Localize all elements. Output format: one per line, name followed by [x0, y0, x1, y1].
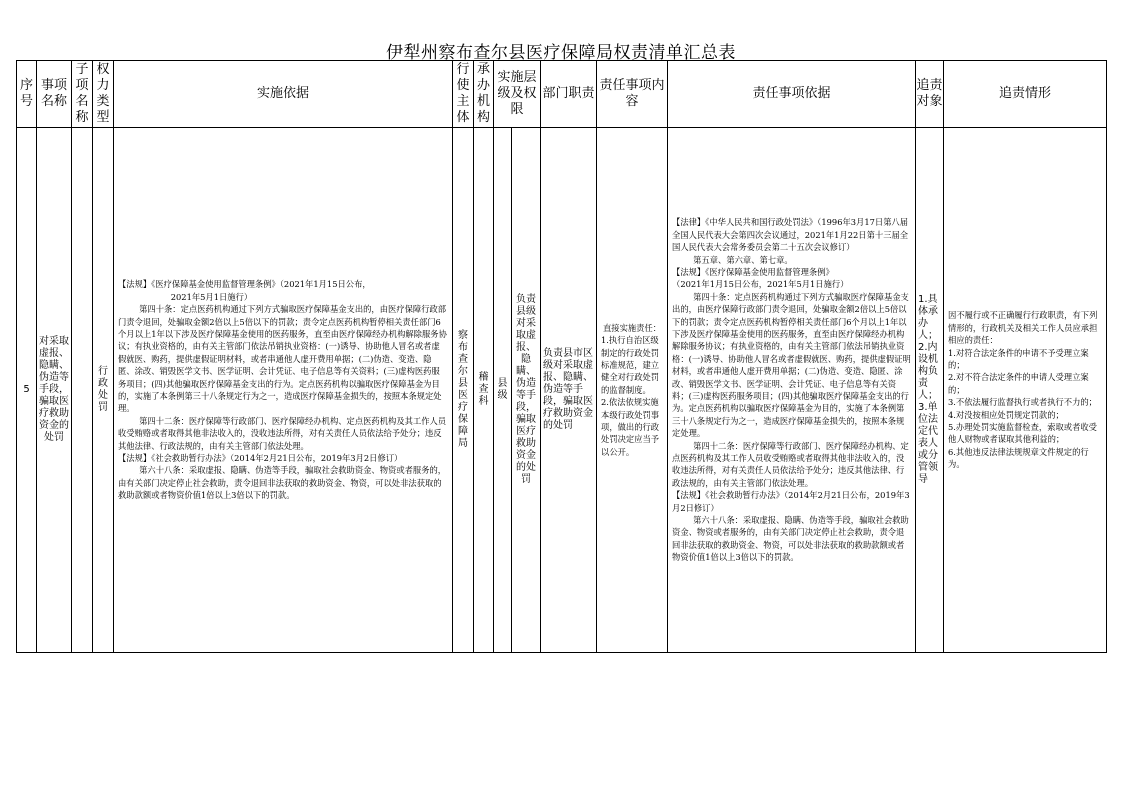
cell-resp-content: [597, 128, 668, 653]
cell-account-situation: [944, 128, 1107, 653]
situation-line: 3.不依法履行监督执行或者执行不力的；: [948, 397, 1097, 408]
header-power-type: 权力类型: [93, 61, 114, 128]
resp-content-line: 直接实施责任：: [602, 322, 662, 333]
table-row: [17, 128, 1107, 653]
header-subject: 行使主体: [453, 61, 474, 128]
resp-basis-line: 第六十八条：采取虚报、隐瞒、伪造等手段，骗取社会救助资金、物资或者服务的，由有关部门决定停止社会救助，责令退回非法获取的救助资金、物资，可以处非法获取的救助款额或者物资价值1倍以上3倍以下的罚款。: [672, 515, 909, 563]
resp-basis-line: 【法规】《社会救助暂行办法》（2014年2月21日公布，2019年3月2日修订）: [672, 490, 910, 513]
header-account-target: 追责对象: [916, 61, 944, 128]
cell-level-detail: 负责县级对采取虚报、隐瞒、伪造等手段，骗取医疗救助资金的处罚: [512, 128, 541, 653]
basis-line: 【法规】《社会救助暂行办法》（2014年2月21日公布，2019年3月2日修订）: [118, 453, 403, 464]
cell-resp-basis: [668, 128, 916, 653]
resp-basis-line: （2021年1月15日公布，2021年5月1日施行）: [672, 279, 849, 290]
resp-basis-line: 【法律】《中华人民共和国行政处罚法》（1996年3月17日第八届全国人民代表大会第四次会议通过，2021年1月22日第十三届全国人民代表大会常务委员会第二十五次会议修订）: [672, 217, 909, 253]
cell-sub-item-name: [72, 128, 93, 653]
header-item-name: 事项名称: [37, 61, 72, 128]
cell-undertaker: 稽查科: [474, 128, 494, 653]
header-account-situation: 追责情形: [944, 61, 1107, 128]
resp-basis-line: 第五章、第六章、第七章。: [672, 254, 793, 265]
situation-line: 5.办理处罚实施监督检查，索取或者收受他人财物或者谋取其他利益的；: [948, 422, 1097, 445]
cell-basis: [114, 128, 453, 653]
cell-dept-duty: 负责县市区级对采取虚报、隐瞒、伪造等手段，骗取医疗救助资金的处罚: [541, 128, 597, 653]
header-row: [17, 61, 1107, 128]
cell-power-type: 行政处罚: [93, 128, 114, 653]
header-sub-item-name: 子项名称: [72, 61, 93, 128]
situation-line: 1.对符合法定条件的申请不予受理立案的；: [948, 347, 1089, 370]
cell-item-name: 对采取虚报、隐瞒、伪造等手段，骗取医疗救助资金的处罚: [37, 128, 72, 653]
situation-line: 6.其他违反法律法规规章文件规定的行为。: [948, 446, 1089, 470]
header-level: 实施层级及权限: [494, 61, 541, 128]
header-dept-duty: 部门职责: [541, 61, 597, 128]
resp-basis-line: 【法规】《医疗保障基金使用监督管理条例》: [672, 266, 834, 277]
resp-content-line: 1.执行自治区级制定的行政处罚标准规范，建立健全对行政处罚的监督制度。: [601, 335, 660, 395]
cell-subject: 察布查尔县医疗保障局: [453, 128, 474, 653]
page-title: 伊犁州察布查尔县医疗保障局权责清单汇总表: [386, 43, 736, 63]
basis-line: 第六十八条：采取虚报、隐瞒、伪造等手段，骗取社会救助资金、物资或者服务的，由有关部门决定停止社会救助，责令退回非法获取的救助资金、物资，可以处非法获取的救助款额或者物资价值1倍以上3倍以下的罚款。: [118, 465, 447, 501]
resp-basis-line: 第四十条：定点医药机构通过下列方式骗取医疗保障基金支出的，由医疗保障行政部门责令退回，处骗取金额2倍以上5倍以下的罚款；责令定点医药机构暂停相关责任部门6个月以上1年以下涉及医疗保障基金使用的医药服务，直至由医疗保障经办机构解除服务协议；有执业资格的，由有关主管部门依法吊销执业资格：(一)诱导、协助他人冒名或者虚假就医、购药，提供虚假证明材料，或者串通他人虚开费用单据；(二)伪造、变造、隐匿、涂改、销毁医学文书、医学证明、会计凭证、电子信息等有关资料；(三)虚构医药服务项目；(四)其他骗取医疗保障基金支出的行为。定点医药机构以骗取医疗保障基金为目的，实施了本条例第三十八条规定行为之一，造成医疗保障基金损失的，按照本条规定处理。: [672, 291, 911, 439]
situation-line: 2.对不符合法定条件的申请人受理立案的；: [948, 372, 1089, 395]
basis-line: 【法规】《医疗保障基金使用监督管理条例》（2021年1月15日公布，: [118, 279, 371, 290]
basis-line: 2021年5月1日施行）: [118, 291, 253, 302]
situation-line: 4.对没按相应处罚规定罚款的；: [948, 409, 1064, 420]
basis-line: 第四十条：定点医药机构通过下列方式骗取医疗保障基金支出的，由医疗保障行政部门责令退回，处骗取金额2倍以上5倍以下的罚款；责令定点医药机构暂停相关责任部门6个月以上1年以下涉及医疗保障基金使用的医药服务，直至由医疗保障经办机构解除服务协议；有执业资格的，由有关主管部门依法吊销执业资格：(一)诱导、协助他人冒名或者虚假就医、购药，提供虚假证明材料，或者串通他人虚开费用单据；(二)伪造、变造、隐匿、涂改、销毁医学文书、医学证明、会计凭证、电子信息等有关资料；(三)虚构医药服务项目；(四)其他骗取医疗保障基金支出的行为。定点医药机构以骗取医疗保障基金为目的，实施了本条例第三十八条规定行为之一，造成医疗保障基金损失的，按照本条规定处理。: [118, 304, 447, 414]
resp-basis-line: 第四十二条：医疗保障等行政部门、医疗保障经办机构、定点医药机构及其工作人员收受贿赂或者取得其他非法收入的，没收违法所得，对有关责任人员依法给予处分；违反其他法律、行政法规的，由有关主管部门依法处理。: [672, 440, 909, 488]
cell-level: 县级: [494, 128, 512, 653]
header-seq: 序号: [17, 61, 37, 128]
cell-seq: 5: [17, 128, 37, 653]
header-resp-basis: 责任事项依据: [668, 61, 916, 128]
header-basis: 实施依据: [114, 61, 453, 128]
cell-account-target: 1.具体承办人；2.内设机构负责人；3.单位法定代表人或分管领导: [916, 128, 944, 653]
resp-content-line: 2.依法依规实施本级行政处罚事项，做出的行政处罚决定应当予以公开。: [601, 397, 660, 457]
header-resp-content: 责任事项内容: [597, 61, 668, 128]
header-undertaker: 承办机构: [474, 61, 494, 128]
responsibility-table: [16, 60, 1107, 653]
basis-line: 第四十二条：医疗保障等行政部门、医疗保障经办机构、定点医药机构及其工作人员收受贿赂或者取得其他非法收入的，没收违法所得，对有关责任人员依法给予处分；违反其他法律、行政法规的，由有关主管部门依法处理。: [118, 415, 447, 451]
situation-line: 因不履行或不正确履行行政职责，有下列情形的，行政机关及相关工作人员应承担相应的责任：: [948, 310, 1098, 346]
